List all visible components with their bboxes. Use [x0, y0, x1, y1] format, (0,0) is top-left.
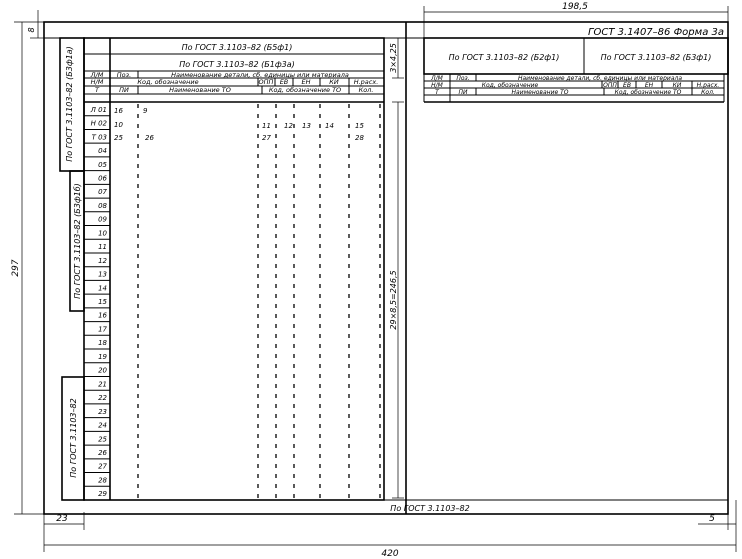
row-label: 08 [98, 201, 107, 210]
cell-num: 28 [355, 134, 364, 142]
row-label: 17 [98, 325, 107, 334]
row-label: 27 [98, 462, 107, 471]
row-label: 09 [98, 215, 107, 224]
row-label: 18 [98, 339, 107, 348]
left-col-nm: Н/М [90, 78, 104, 86]
row-label: 15 [98, 298, 107, 307]
side-stamp-2: По ГОСТ 3.1103–82 (Б3ф1б) [73, 183, 82, 299]
right-header-right: По ГОСТ 3.1103–82 (Б3ф1) [600, 53, 712, 62]
left-col-code: Код, обозначение [137, 78, 199, 86]
left-col-pi: ПИ [119, 86, 129, 94]
left-form-grid [84, 38, 384, 500]
row-label: 13 [98, 270, 107, 279]
row-label: 20 [98, 366, 107, 375]
cell-num: 27 [262, 134, 271, 142]
dim-top-margin: 8 [27, 27, 36, 33]
row-label: 16 [98, 311, 107, 320]
form-title: ГОСТ 3.1407–86 Форма 3а [587, 27, 724, 38]
dim-body-height: 29×8,5=246,5 [389, 270, 398, 330]
cell-num: 15 [355, 122, 364, 130]
row-label: 29 [98, 490, 107, 499]
right-header-left: По ГОСТ 3.1103–82 (Б2ф1) [448, 53, 560, 62]
row-label: Н 02 [90, 119, 107, 128]
right-col-t: Т [435, 89, 439, 96]
row-label: 07 [98, 188, 107, 197]
right-col-name: Наименование детали, сб. единицы или материала [517, 75, 683, 82]
left-col-ev: ЕВ [279, 78, 289, 86]
left-col-en: ЕН [301, 78, 311, 86]
row-label: 05 [98, 160, 107, 169]
row-label: 14 [98, 284, 107, 293]
row-label: 21 [98, 380, 107, 389]
right-col-nm: Н/М [431, 82, 443, 89]
left-col-name: Наименование детали, сб. единицы или материала [171, 71, 349, 79]
left-col-ki: КИ [329, 78, 339, 86]
dim-total-height: 297 [11, 259, 21, 277]
left-col-code-to: Код, обозначение ТО [268, 86, 342, 94]
row-label: 22 [98, 394, 107, 403]
left-col-qty: Кол. [358, 86, 374, 94]
row-label: Л 01 [90, 105, 107, 114]
row-label: 24 [98, 421, 107, 430]
left-col-opp: ОПП [258, 78, 274, 86]
cell-num: 14 [325, 122, 334, 130]
left-col-name-to: Наименование ТО [169, 86, 231, 94]
row-label: 11 [98, 243, 107, 252]
dim-header-height: 3×4,25 [389, 43, 398, 73]
left-form-row-labels [90, 106, 108, 498]
dim-total-width: 420 [381, 549, 399, 559]
cell-num: 12 [284, 122, 293, 130]
cell-num: 10 [114, 121, 123, 129]
dim-right-margin: 5 [709, 514, 715, 524]
left-col-poz: Поз. [116, 71, 132, 79]
row-label: 28 [98, 476, 107, 485]
row-label: Т 03 [91, 133, 107, 142]
cell-num: 16 [114, 107, 123, 115]
left-form-column-guides [138, 104, 380, 498]
right-col-pi: ПИ [458, 89, 468, 96]
side-stamp-3: По ГОСТ 3.1103–82 [69, 398, 78, 478]
right-col-lm: Л/М [431, 75, 443, 82]
row-label: 23 [98, 407, 107, 416]
right-col-ev: ЕВ [623, 82, 631, 89]
left-cell-numbers [114, 107, 364, 142]
cell-num: 13 [302, 122, 311, 130]
right-col-poz: Поз. [456, 75, 470, 82]
left-footer: По ГОСТ 3.1103–82 [390, 504, 470, 513]
cell-num: 25 [114, 134, 123, 142]
right-col-code: Код, обозначение [481, 82, 539, 89]
right-col-en: ЕН [644, 82, 654, 89]
row-label: 12 [98, 256, 107, 265]
cell-num: 9 [143, 107, 148, 115]
right-col-nrash: Н.расх. [696, 82, 720, 89]
row-label: 19 [98, 352, 107, 361]
row-label: 04 [98, 147, 107, 156]
cell-num: 11 [262, 122, 271, 130]
row-label: 26 [98, 448, 107, 457]
dim-left-margin: 23 [56, 514, 68, 524]
row-label: 10 [98, 229, 107, 238]
right-col-name-to: Наименование ТО [511, 89, 569, 96]
row-label: 06 [98, 174, 107, 183]
right-form-grid [424, 38, 728, 102]
left-header-row-1: По ГОСТ 3.1103–82 (Б5ф1) [181, 43, 293, 52]
side-stamp-1: По ГОСТ 3.1103–82 (Б3ф1а) [65, 46, 74, 162]
left-col-t: Т [95, 86, 99, 94]
right-col-code-to: Код, обозначение ТО [614, 89, 682, 96]
right-col-opp: ОПП [603, 82, 617, 89]
left-header-row-2: По ГОСТ 3.1103–82 (Б1ф3а) [179, 60, 295, 69]
left-col-nrash: Н.расх. [353, 78, 379, 86]
right-col-ki: КИ [672, 82, 682, 89]
left-col-lm: Л/М [90, 71, 104, 79]
row-label: 25 [98, 435, 107, 444]
right-col-qty: Кол. [701, 89, 715, 96]
dim-right-width: 198,5 [562, 2, 588, 12]
cell-num: 26 [145, 134, 154, 142]
